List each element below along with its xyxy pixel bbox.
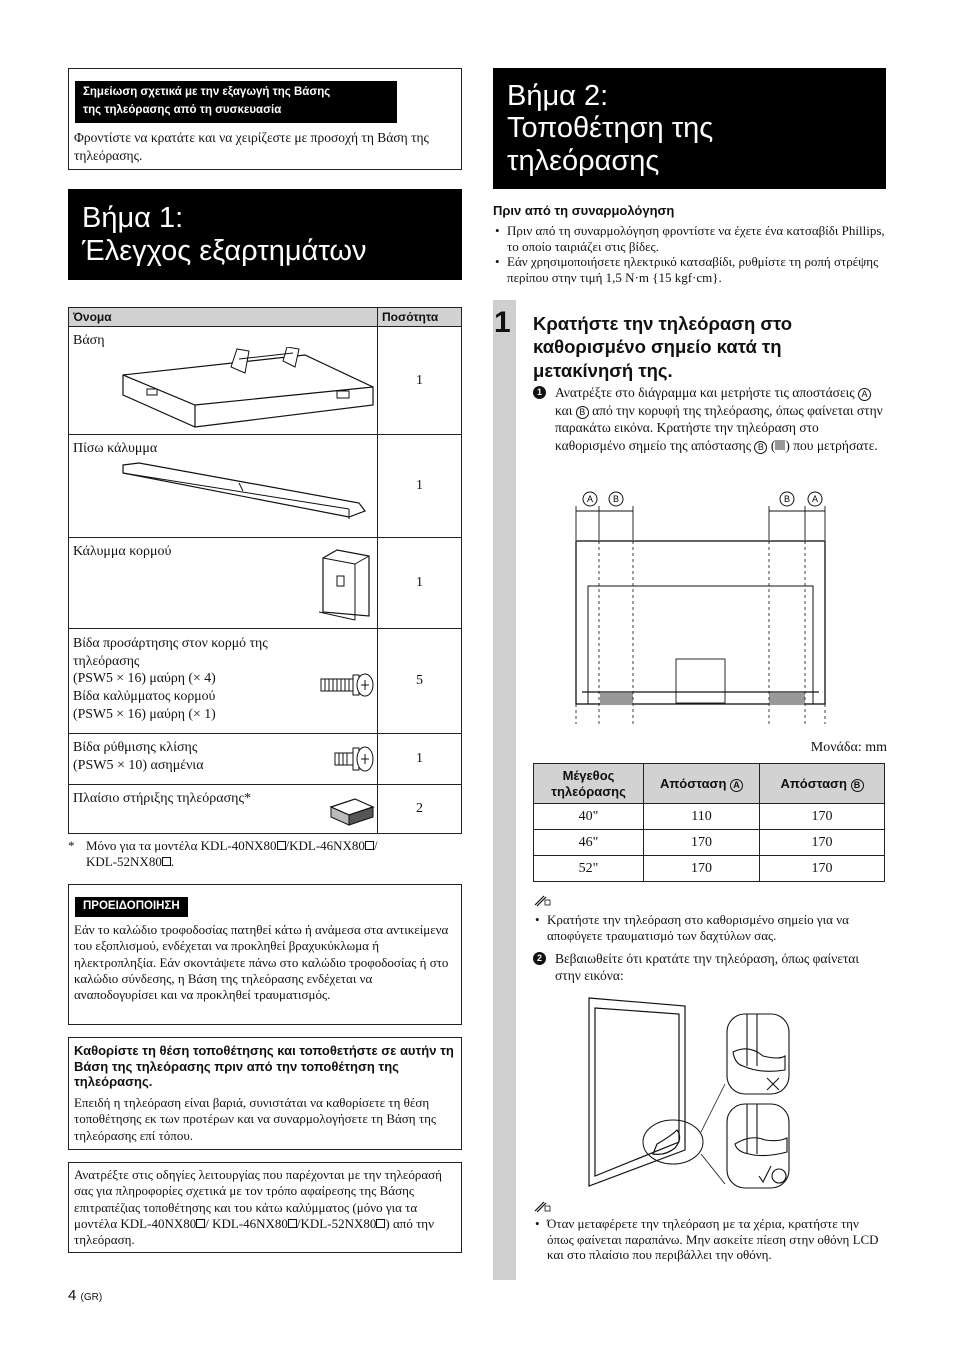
silver-screw-icon: [333, 744, 377, 774]
instruction-sub1: 1 Ανατρέξτε στο διάγραμμα και μετρήστε τις αποστάσεις A και B από την κορυφή της τηλεόρασης, όπως φαίνεται στην παρακάτω εικόνα. Κρατήστε την τηλεόραση στο καθορισμένο σημείο της απόστασης B ( ) που μετρήσατε.: [533, 384, 887, 454]
note-list: [533, 912, 887, 943]
distance-a-symbol: A: [858, 388, 871, 401]
removal-note-title: Σημείωση σχετικά με την εξαγωγή της Βάσης της τηλεόρασης από τη συσκευασία: [75, 81, 397, 123]
removal-note-body: Φροντίστε να κρατάτε και να χειρίζεστε με προσοχή τη Βάση της τηλεόρασης.: [74, 130, 429, 163]
col-qty-header: Ποσότητα: [378, 308, 462, 327]
model-suffix-box: [376, 1219, 385, 1228]
list-item: • Κρατήστε την τηλεόραση στο καθορισμένο σημείο για να αποφύγετε τραυματισμό των δαχτύλων σας.: [533, 912, 887, 943]
note-pencil-icon: [533, 893, 551, 907]
part-name-line: (PSW5 × 16) μαύρη (× 4): [73, 670, 216, 686]
install-position-title: Καθορίστε τη θέση τοποθέτησης και τοποθετήστε σε αυτήν τη Βάση της τηλεόρασης πριν από την τοποθέτηση της τηλεόρασης.: [74, 1043, 454, 1090]
part-qty: 1: [378, 327, 462, 435]
table-row: [69, 785, 462, 834]
part-name-line: Βίδα καλύμματος κορμού: [73, 687, 216, 703]
warning-box: [68, 884, 462, 1025]
distance-b-symbol: B: [851, 779, 864, 792]
refer-instructions-box: [68, 1162, 462, 1253]
model-suffix-box: [365, 841, 374, 850]
note-list: [533, 1216, 887, 1263]
part-qty: 1: [378, 538, 462, 629]
hold-marker-icon: [775, 440, 785, 450]
distance-b-symbol: B: [754, 441, 767, 454]
part-qty: 2: [378, 785, 462, 834]
model-suffix-box: [196, 1219, 205, 1228]
table-row: 46" 170 170: [534, 830, 885, 856]
label-a-right: A: [811, 494, 819, 504]
refer-instructions-text: Ανατρέξτε στις οδηγίες λειτουργίας που παρέχονται με την τηλεόρασή σας για πληροφορίες σχετικά με τον τρόπο αφαίρεσης της Βάσης επιτραπέζιας τοποθέτησης και του κάτω καλύμματος (μόνο για τα μοντέλα KDL-40NX80 / KDL-46NX80 /KDL-52NX80 ) από την τηλεόραση.: [74, 1167, 442, 1247]
neck-cover-icon: [317, 546, 375, 624]
instruction-title: Κρατήστε την τηλεόραση στο καθορισμένο σημείο κατά τη μετακίνησή της.: [533, 313, 793, 381]
part-name: Πλαίσιο στήριξης τηλεόρασης*: [73, 791, 252, 806]
tv-distance-diagram: [560, 488, 835, 724]
model-suffix-box: [288, 1219, 297, 1228]
part-name-line: (PSW5 × 16) μαύρη (× 1): [73, 705, 216, 721]
sub-step-number: 1: [533, 386, 546, 399]
parts-table: [68, 307, 462, 834]
col-distance-b-header: Απόσταση B: [760, 764, 885, 804]
warning-body: Εάν το καλώδιο τροφοδοσίας πατηθεί κάτω ή ανάμεσα στα αντικείμενα του εξοπλισμού, ενδέχεται να προκληθεί βραχυκύκλωμα ή ηλεκτροπληξία. Εάν σκοντάψετε πάνω στο καλώδιο τροφοδοσίας ή στο καλώδιο σύνδεσης, η Βάση της τηλεόρασης ενδέχεται να αναποδογυρίσει και να προκληθεί τραυματισμός.: [74, 922, 449, 1002]
unit-label: Μονάδα: mm: [810, 740, 887, 755]
step2-heading: Βήμα 2: Τοποθέτηση της τηλεόρασης: [493, 68, 886, 189]
list-item: • Πριν από τη συναρμολόγηση φροντίστε να έχετε ένα κατσαβίδι Phillips, το οποίο ταιριάζει στις βίδες.: [493, 223, 887, 254]
table-row: 40" 110 170: [534, 804, 885, 830]
parts-table-header: [69, 308, 462, 327]
removal-note-box: [68, 68, 462, 170]
table-row: [69, 435, 462, 538]
install-position-box: [68, 1037, 462, 1150]
stand-base-icon: [117, 347, 379, 429]
before-assembly-title: Πριν από τη συναρμολόγηση: [493, 203, 675, 218]
col-size-header: Μέγεθος τηλεόρασης: [534, 764, 644, 804]
col-name-header: Όνομα: [69, 308, 378, 327]
instruction-sub2: 2 Βεβαιωθείτε ότι κρατάτε την τηλεόραση, όπως φαίνεται στην εικόνα:: [533, 950, 887, 985]
before-assembly-list: [493, 223, 887, 285]
label-b-left: B: [612, 494, 620, 504]
label-a-left: A: [586, 494, 594, 504]
part-qty: 1: [378, 734, 462, 785]
label-b-right: B: [783, 494, 791, 504]
table-row: [69, 734, 462, 785]
footnote: * Μόνο για τα μοντέλα KDL-40NX80 /KDL-46NX80 / KDL-52NX80 .: [68, 838, 378, 870]
part-qty: 5: [378, 629, 462, 734]
support-pad-icon: [327, 795, 377, 829]
size-distance-table: [533, 763, 885, 882]
part-name-line: Βίδα ρύθμισης κλίσης: [73, 740, 198, 755]
list-item: • Εάν χρησιμοποιήσετε ηλεκτρικό κατσαβίδι, ρυθμίστε τη ροπή στρέψης περίπου στην τιμή 1,5 N·m {15 kgf·cm}.: [493, 254, 887, 285]
distance-a-symbol: A: [730, 779, 743, 792]
rear-cover-icon: [119, 461, 381, 525]
page-number: 4 (GR): [68, 1287, 103, 1304]
part-qty: 1: [378, 435, 462, 538]
model-suffix-box: [162, 857, 171, 866]
part-name-line: Βίδα προσάρτησης στον κορμό της: [73, 635, 268, 650]
black-screw-icon: [319, 671, 377, 701]
table-row: 52" 170 170: [534, 856, 885, 882]
warning-label: ΠΡΟΕΙΔΟΠΟΙΗΣΗ: [75, 897, 188, 917]
step-number: 1: [494, 306, 511, 339]
install-position-body: Επειδή η τηλεόραση είναι βαριά, συνιστάται να καθορίσετε τη θέση τοποθέτησης εκ των προτέρων και να συναρμολογήσετε τη Βάση της τηλεόρασης επί τόπου.: [74, 1095, 437, 1143]
size-table-header: [534, 764, 885, 804]
list-item: • Όταν μεταφέρετε την τηλεόραση με τα χέρια, κρατήστε την όπως φαίνεται παραπάνω. Μην ασκείτε πίεση στην οθόνη LCD και στο πλαίσιο που περιβάλλει την οθόνη.: [533, 1216, 887, 1263]
part-name: Κάλυμμα κορμού: [73, 544, 172, 559]
tv-grip-illustration: [585, 994, 810, 1190]
model-suffix-box: [277, 841, 286, 850]
sub-step-number: 2: [533, 952, 546, 965]
table-row: [69, 327, 462, 435]
side-bar: [493, 300, 516, 1280]
col-distance-a-header: Απόσταση A: [644, 764, 760, 804]
part-name-line: τηλεόρασης: [73, 652, 140, 668]
note-pencil-icon: [533, 1199, 551, 1213]
part-name: Βάση: [73, 333, 105, 348]
step1-heading: Βήμα 1: Έλεγχος εξαρτημάτων: [68, 189, 462, 280]
part-name: Πίσω κάλυμμα: [73, 441, 158, 456]
table-row: [69, 629, 462, 734]
distance-b-symbol: B: [576, 406, 589, 419]
part-name-line: (PSW5 × 10) ασημένια: [73, 757, 204, 773]
table-row: [69, 538, 462, 629]
